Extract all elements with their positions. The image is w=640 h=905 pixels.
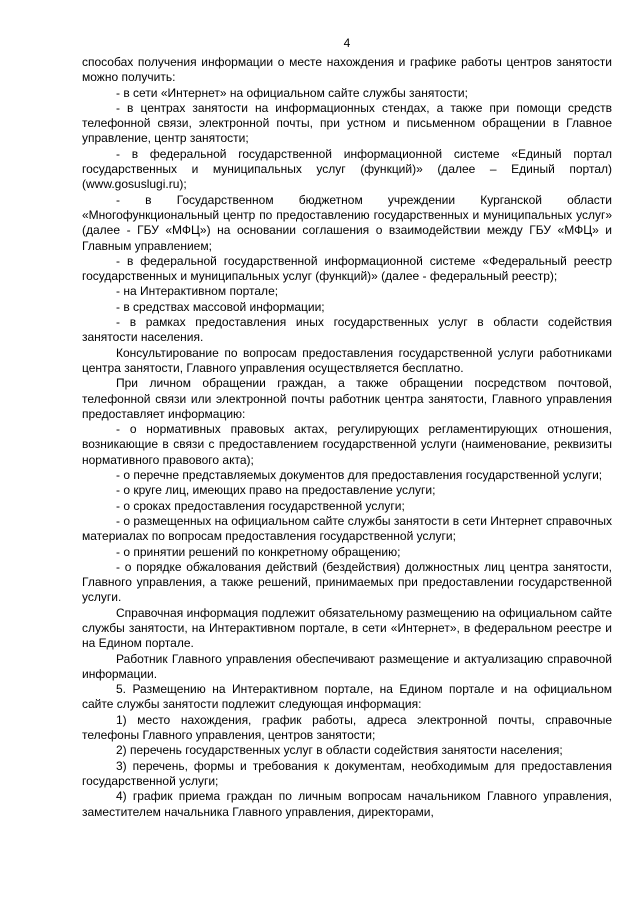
paragraph: 5. Размещению на Интерактивном портале, на Едином портале и на официальном сайте службы занятости подлежит следующая информация: xyxy=(82,682,612,712)
paragraph: способах получения информации о месте нахождения и графике работы центров занятости можно получить: xyxy=(82,55,612,85)
paragraph: - в рамках предоставления иных государственных услуг в области содействия занятости населения. xyxy=(82,315,612,345)
paragraph: - в центрах занятости на информационных стендах, а также при помощи средств телефонной связи, электронной почты, при устном и письменном обращении в Главное управление, центр занятости; xyxy=(82,100,612,146)
paragraph: Справочная информация подлежит обязательному размещению на официальном сайте службы занятости, на Интерактивном портале, в сети «Интернет», в федеральном реестре и на Едином портале. xyxy=(82,605,612,651)
paragraph: - о перечне представляемых документов для предоставления государственной услуги; xyxy=(116,468,603,483)
paragraph: Работник Главного управления обеспечивают размещение и актуализацию справочной информации. xyxy=(82,651,612,681)
paragraph: - в сети «Интернет» на официальном сайте службы занятости; xyxy=(116,85,468,100)
paragraph: 2) перечень государственных услуг в области содействия занятости населения; xyxy=(116,743,563,758)
document-body xyxy=(82,55,612,820)
page-number: 4 xyxy=(343,36,351,50)
paragraph: - в федеральной государственной информационной системе «Федеральный реестр государственных и муниципальных услуг (функций)» (далее - федеральный реестр); xyxy=(82,253,612,284)
paragraph: 1) место нахождения, график работы, адреса электронной почты, справочные телефоны Главного управления, центров занятости; xyxy=(82,712,612,743)
paragraph: - о круге лиц, имеющих право на предоставление услуги; xyxy=(116,483,436,498)
paragraph: - в средствах массовой информации; xyxy=(116,299,325,314)
paragraph: - о размещенных на официальном сайте службы занятости в сети Интернет справочных материалах по вопросам предоставления государственной услуги; xyxy=(82,513,612,544)
paragraph: При личном обращении граждан, а также обращении посредством почтовой, телефонной связи или электронной почты работник центра занятости, Главного управления предоставляет информацию: xyxy=(82,376,612,421)
paragraph: - на Интерактивном портале; xyxy=(116,284,279,299)
paragraph: - в Государственном бюджетном учреждении Курганской области «Многофункциональный центр по предоставлению государственных и муниципальных услуг» (далее - ГБУ «МФЦ») на основании соглашения о взаимодействии между ГБУ «МФЦ» и Главным управлением; xyxy=(82,192,612,253)
paragraph: 3) перечень, формы и требования к документам, необходимым для предоставления государственной услуги; xyxy=(82,758,612,788)
paragraph: - о нормативных правовых актах, регулирующих регламентирующих отношения, возникающие в связи с предоставлением государственной услуги (наименование, реквизиты нормативного правового акта); xyxy=(82,422,612,467)
paragraph: - в федеральной государственной информационной системе «Единый портал государственных и муниципальных услуг (функций)» (далее – Единый портал) (www.gosuslugi.ru); xyxy=(82,146,612,192)
paragraph: 4) график приема граждан по личным вопросам начальником Главного управления, заместителем начальника Главного управления, директорами, xyxy=(82,789,612,819)
paragraph: - о принятии решений по конкретному обращению; xyxy=(116,544,401,559)
paragraph: - о порядке обжалования действий (бездействия) должностных лиц центра занятости, Главного управления, а также решений, принимаемых при предоставлении государственной услуги. xyxy=(82,559,612,605)
paragraph: Консультирование по вопросам предоставления государственной услуги работниками центра занятости, Главного управления осуществляется бесплатно. xyxy=(82,345,612,375)
paragraph: - о сроках предоставления государственной услуги; xyxy=(116,498,405,513)
